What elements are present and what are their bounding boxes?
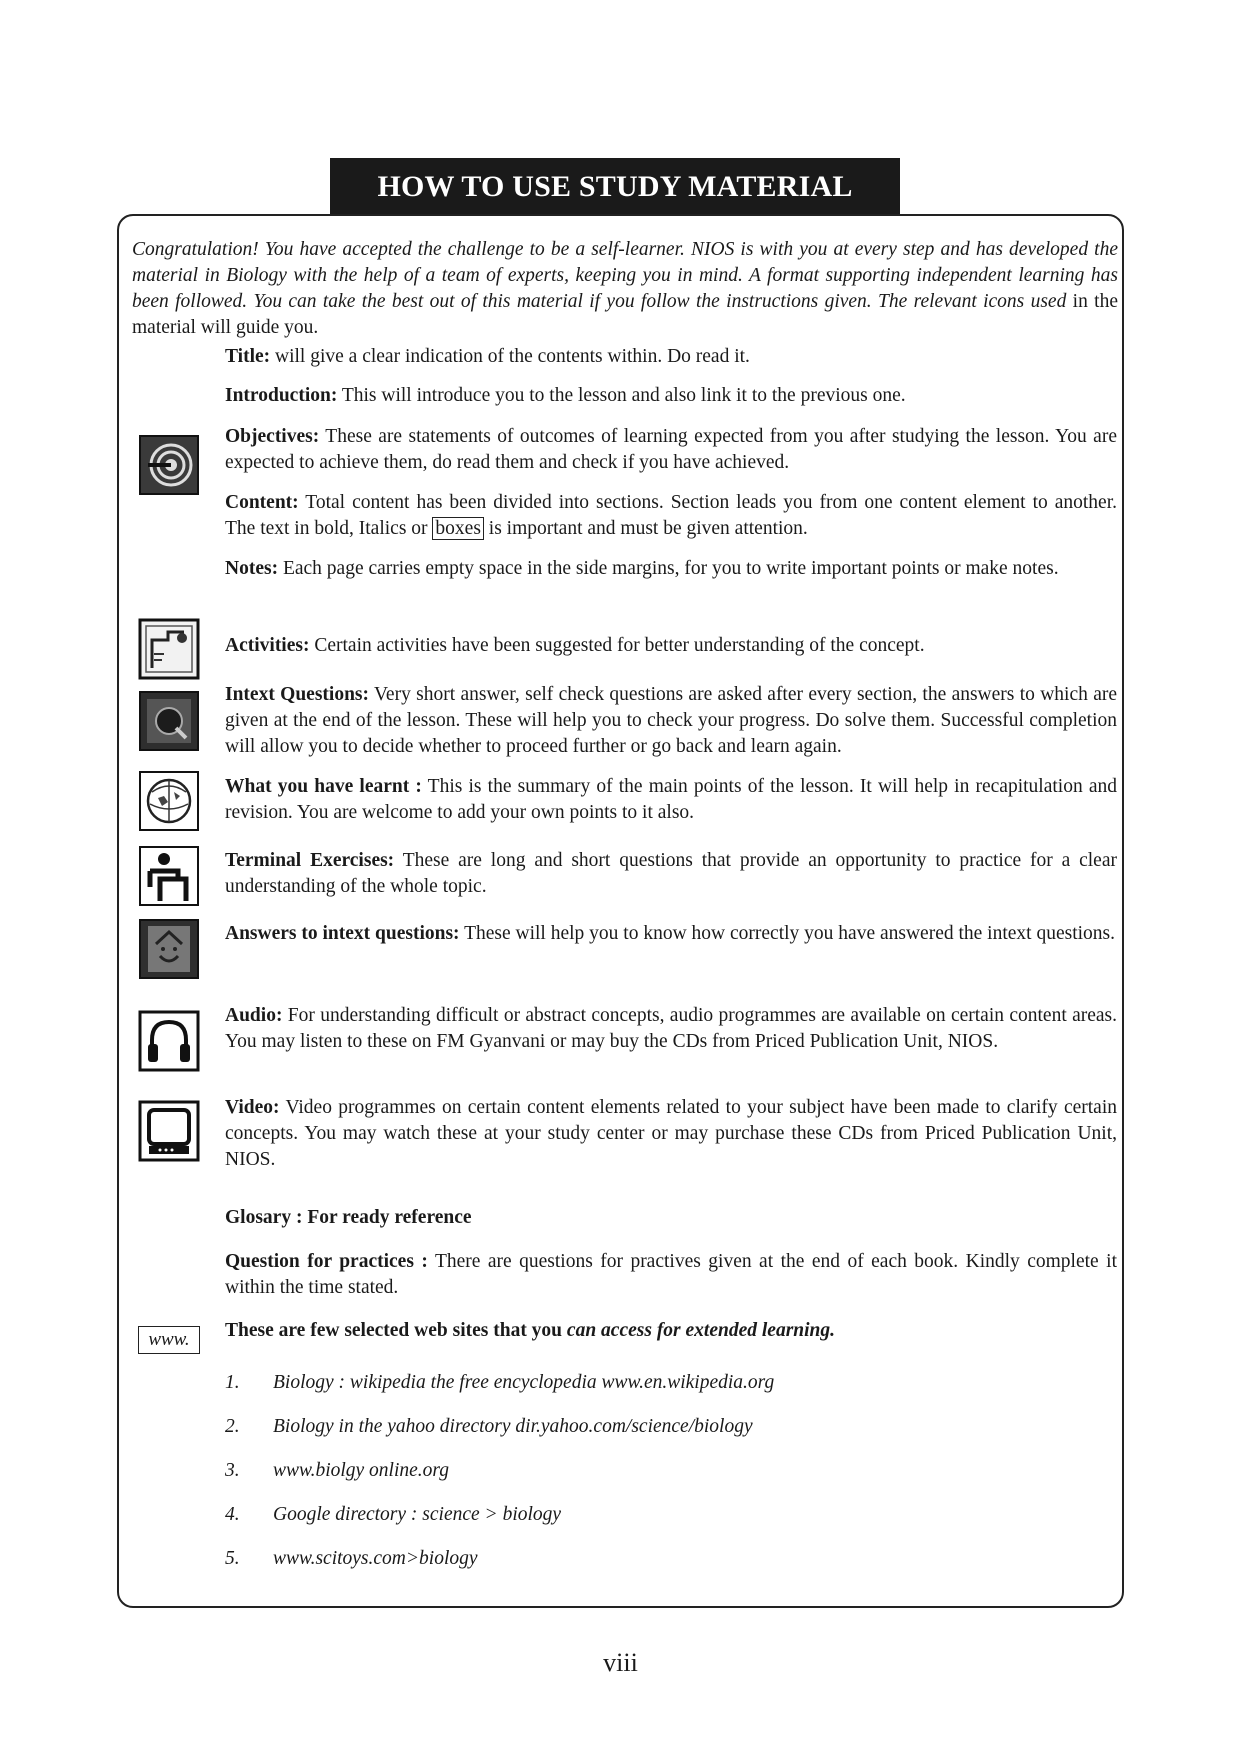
entry-websites-label-italic: can access for extended learning.: [566, 1320, 836, 1341]
list-item: [225, 1370, 1025, 1414]
intro-paragraph: [132, 237, 1118, 341]
entry-objectives-label: Objectives:: [225, 426, 320, 447]
activities-icon: [138, 618, 200, 680]
audio-icon: [138, 1010, 200, 1072]
entry-title-label: Title:: [225, 346, 271, 367]
entry-content-text-after: is important and must be given attention.: [483, 518, 808, 539]
www-icon: www.: [138, 1326, 200, 1354]
list-item-text: Biology in the yahoo directory dir.yahoo.com/science/biology: [273, 1416, 753, 1437]
entry-terminal-label: Terminal Exercises:: [225, 850, 395, 871]
entry-intext-questions: [225, 682, 1117, 760]
entry-title-text: will give a clear indication of the contents within. Do read it.: [270, 346, 750, 367]
entry-practice: [225, 1249, 1117, 1301]
entry-answers: [225, 921, 1117, 947]
entry-audio: [225, 1003, 1117, 1055]
entry-objectives: [225, 424, 1117, 476]
entry-intext-label: Intext Questions:: [225, 684, 370, 705]
entry-activities-label: Activities:: [225, 635, 310, 656]
entry-answers-text: These will help you to know how correctly you have answered the intext questions.: [459, 923, 1115, 944]
entry-introduction: [225, 383, 1117, 409]
entry-video: [225, 1095, 1117, 1173]
entry-introduction-text: This will introduce you to the lesson and also link it to the previous one.: [337, 385, 906, 406]
list-item-text: www.scitoys.com>biology: [273, 1548, 478, 1569]
list-item-number: 2.: [225, 1416, 240, 1437]
entry-terminal-exercises: [225, 848, 1117, 900]
list-item-number: 3.: [225, 1460, 240, 1481]
entry-learnt-text: This is the summary of the main points of the lesson. It will help in recapitulation and revision. You are welcome to add your own points to it also.: [225, 776, 1118, 823]
answers-icon: [138, 918, 200, 980]
entry-activities: [225, 633, 1117, 659]
entry-intext-text: Very short answer, self check questions are asked after every section, the answers to which are given at the end of the lesson. These will help you to check your progress. Do solve them. Successful completion will allow you to decide whether to proceed further or go back and learn again.: [225, 684, 1118, 757]
list-item-text: Biology : wikipedia the free encyclopedia www.en.wikipedia.org: [273, 1372, 775, 1393]
entry-practice-label: Question for practices :: [225, 1251, 428, 1272]
list-item-text: www.biolgy online.org: [273, 1460, 450, 1481]
boxed-word: boxes: [432, 517, 484, 540]
entry-websites: [225, 1318, 1117, 1344]
entry-notes: [225, 556, 1117, 582]
entry-objectives-text: These are statements of outcomes of learning expected from you after studying the lesson. You are expected to achieve them, do read them and check if you have achieved.: [225, 426, 1117, 473]
intro-italic-text: Congratulation! You have accepted the challenge to be a self-learner. NIOS is with you at every step and has developed the material in Biology with the help of a team of experts, keeping you in mind. A format supporting independent learning has been followed. You can take the best out of this material if you follow the instructions given. The relevant icons used: [132, 239, 1118, 312]
entry-notes-label: Notes:: [225, 558, 279, 579]
list-item-number: 5.: [225, 1548, 240, 1569]
what-you-have-learnt-icon: [138, 770, 200, 832]
entry-introduction-label: Introduction:: [225, 385, 338, 406]
entry-video-text: Video programmes on certain content elements related to your subject have been made to clarify certain concepts. You may watch these at your study center or may purchase these CDs from Priced Publication Unit, NIOS.: [225, 1097, 1117, 1170]
page-number: viii: [603, 1648, 638, 1677]
list-item: [225, 1502, 1025, 1546]
entry-websites-label: These are few selected web sites that you: [225, 1320, 567, 1341]
entry-glossary: [225, 1205, 1117, 1231]
list-item: [225, 1458, 1025, 1502]
page-title: HOW TO USE STUDY MATERIAL: [330, 158, 900, 216]
entry-learnt-label: What you have learnt :: [225, 776, 422, 797]
list-item: [225, 1546, 1025, 1590]
list-item-number: 1.: [225, 1372, 240, 1393]
intext-questions-icon: [138, 690, 200, 752]
intro-plain-text: in the material will guide you.: [132, 291, 1118, 338]
list-item-number: 4.: [225, 1504, 240, 1525]
list-item-text: Google directory : science > biology: [273, 1504, 562, 1525]
entry-content-label: Content:: [225, 492, 299, 513]
entry-activities-text: Certain activities have been suggested for better understanding of the concept.: [309, 635, 925, 656]
objectives-icon: [138, 434, 200, 496]
entry-practice-text: There are questions for practives given at the end of each book. Kindly complete it within the time stated.: [225, 1251, 1117, 1298]
entry-glossary-label: Glosary : For ready reference: [225, 1207, 472, 1228]
entry-notes-text: Each page carries empty space in the side margins, for you to write important points or make notes.: [278, 558, 1059, 579]
entry-content-text: Total content has been divided into sections. Section leads you from one content element to another. The text in bold, Italics or: [225, 492, 1117, 539]
website-list: [225, 1370, 1025, 1590]
entry-what-you-have-learnt: [225, 774, 1117, 826]
video-icon: [138, 1100, 200, 1162]
list-item: [225, 1414, 1025, 1458]
terminal-exercises-icon: [138, 845, 200, 907]
entry-video-label: Video:: [225, 1097, 280, 1118]
entry-content: [225, 490, 1117, 542]
entry-audio-label: Audio:: [225, 1005, 283, 1026]
entry-terminal-text: These are long and short questions that provide an opportunity to practice for a clear understanding of the whole topic.: [225, 850, 1117, 897]
entry-answers-label: Answers to intext questions:: [225, 923, 460, 944]
entry-title: [225, 344, 1117, 370]
entry-audio-text: For understanding difficult or abstract concepts, audio programmes are available on certain content areas. You may listen to these on FM Gyanvani or may buy the CDs from Priced Publication Unit, NIOS.: [225, 1005, 1117, 1052]
